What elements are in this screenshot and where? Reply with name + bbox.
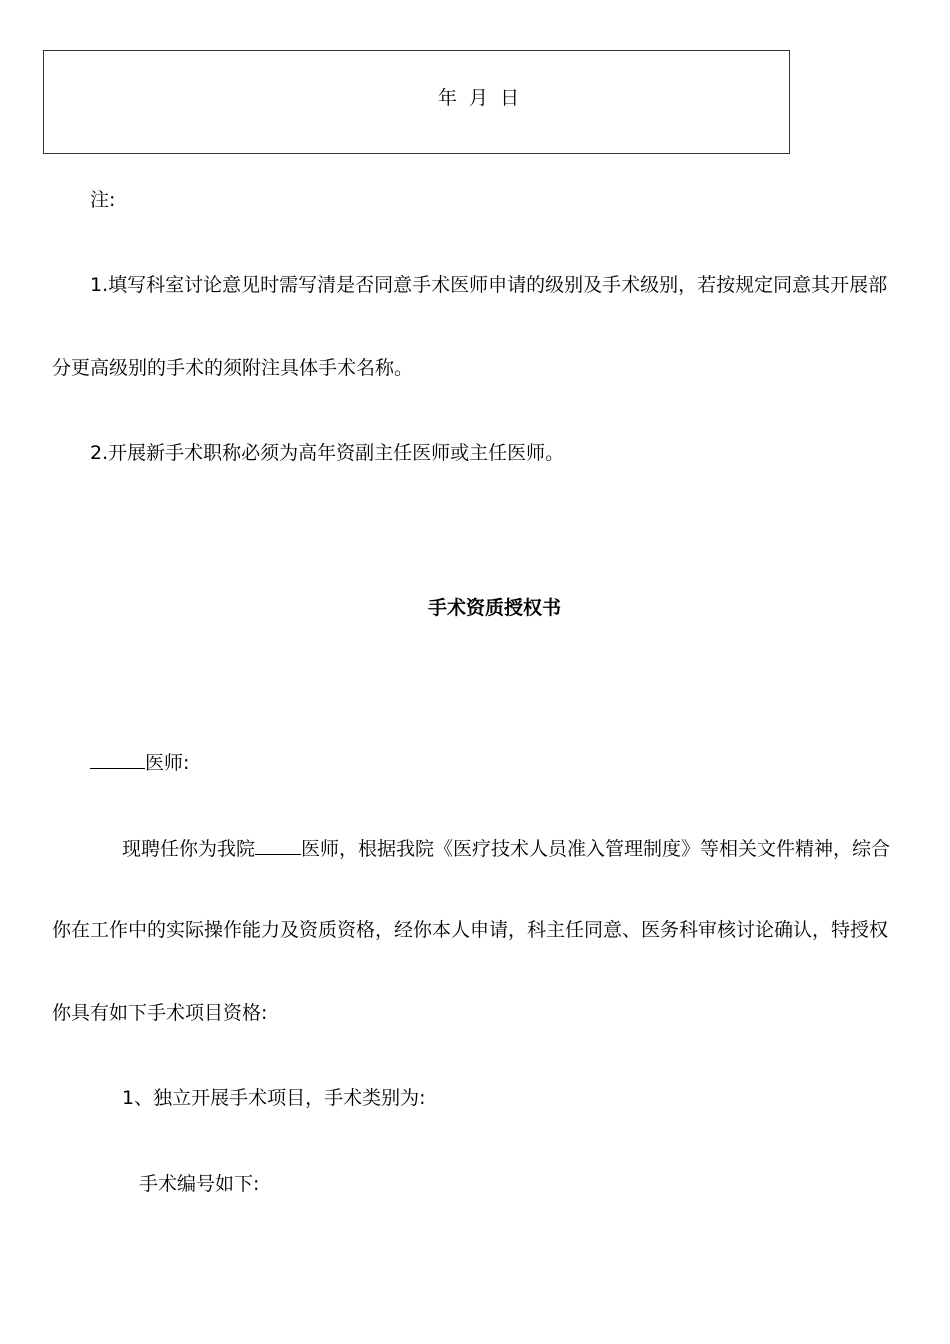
document-title: 手术资质授权书	[428, 597, 562, 619]
authorization-item-1: 1、独立开展手术项目，手术类别为:	[122, 1087, 426, 1109]
note-item-2: 2.开展新手术职称必须为高年资副主任医师或主任医师。	[90, 442, 565, 464]
notes-heading: 注:	[90, 189, 116, 211]
date-box	[43, 50, 790, 154]
note-item-1-line-2: 分更高级别的手术的须附注具体手术名称。	[52, 357, 414, 379]
note-item-1-line-1: 1.填写科室讨论意见时需写清是否同意手术医师申请的级别及手术级别，若按规定同意其开展部	[90, 274, 888, 296]
body-line-3: 你具有如下手术项目资格:	[52, 1002, 268, 1024]
body-line-1-suffix: 医师，根据我院《医疗技术人员准入管理制度》等相关文件精神，综合	[301, 838, 891, 860]
body-line-1-prefix: 现聘任你为我院	[122, 838, 256, 860]
salutation-suffix: 医师:	[145, 752, 190, 774]
authorization-item-1-sub: 手术编号如下:	[139, 1173, 260, 1195]
position-blank	[255, 836, 301, 855]
body-line-1	[122, 836, 890, 861]
salutation	[90, 750, 189, 775]
date-text: 年 月 日	[438, 87, 521, 109]
body-line-2: 你在工作中的实际操作能力及资质资格，经你本人申请，科主任同意、医务科审核讨论确认，特授权	[52, 919, 889, 941]
doctor-name-blank	[90, 750, 145, 769]
